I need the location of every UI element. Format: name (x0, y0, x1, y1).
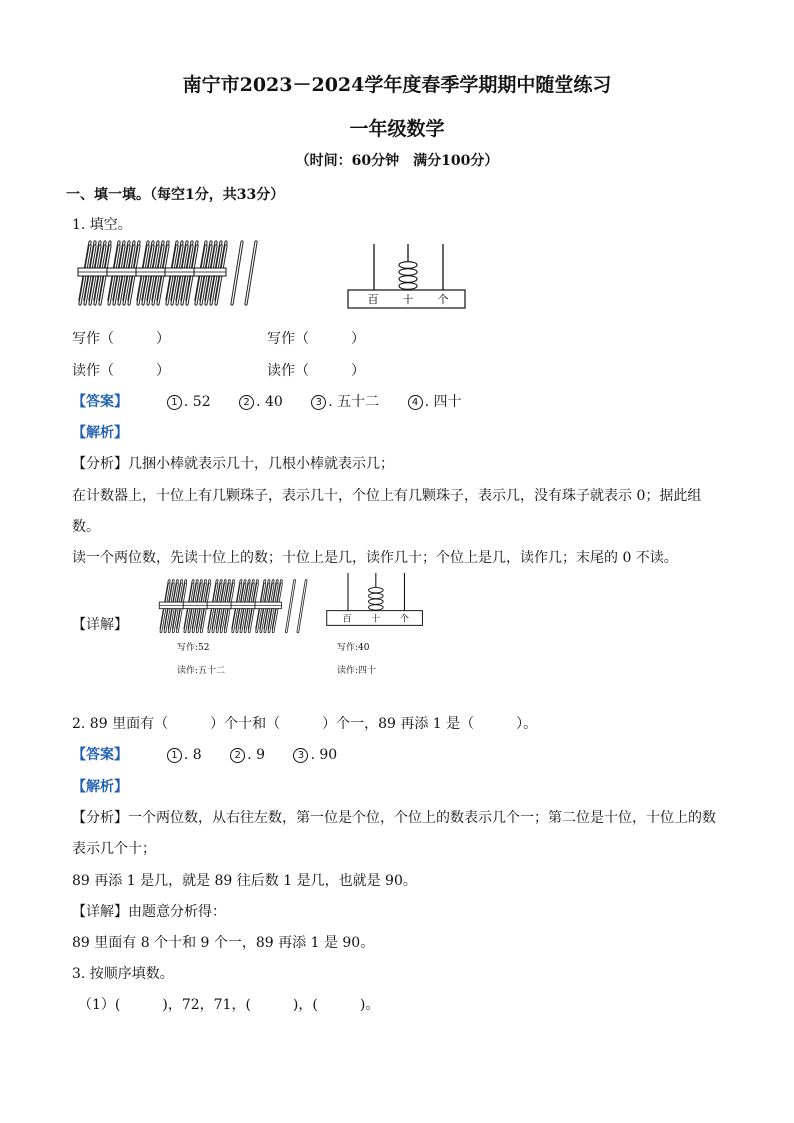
abacus-bead (399, 283, 417, 290)
answer-tag: 【答案】 (72, 747, 128, 763)
analysis-text: 数。 (72, 519, 100, 535)
detail-write-left: 写作:52 (177, 643, 210, 653)
analysis-tag: 【解析】 (72, 425, 128, 441)
answer-item: 3 . 五十二 (311, 394, 379, 410)
detail-tag: 【详解】 (72, 617, 128, 633)
stick-bundle (165, 242, 197, 304)
stick-bundle (107, 242, 139, 304)
exam-info: （时间：60分钟 满分100分） (295, 153, 499, 169)
analysis-text: 【分析】一个两位数，从右往左数，第一位是个位，个位上的数表示几个一；第二位是十位，十位上的数 (72, 810, 716, 826)
q1-answer-row (72, 391, 486, 411)
abacus-detail-figure (324, 573, 426, 627)
answer-tag: 【答案】 (72, 394, 128, 410)
abacus-label-hundreds: 百 (367, 293, 379, 306)
write-blank-right[interactable]: 写作（ ） (267, 331, 365, 347)
stick-bundle (183, 581, 209, 632)
answer-item: 2 . 40 (239, 394, 283, 410)
answer-item: 1 . 52 (167, 394, 211, 410)
q2-stem: 2. 89 里面有（ ）个十和（ ）个一，89 再添 1 是（ ）。 (72, 716, 538, 732)
abacus-bead (368, 593, 383, 598)
abacus-bead (399, 269, 417, 276)
abacus-bead (368, 587, 383, 592)
stick-bundle (194, 242, 226, 304)
q2-answer-row (72, 744, 361, 764)
detail-text: 89 里面有 8 个十和 9 个一，89 再添 1 是 90。 (72, 935, 375, 951)
detail-read-left: 读作:五十二 (177, 666, 226, 676)
answer-item: 1 . 8 (167, 747, 202, 763)
stick-bundle (207, 581, 233, 632)
stick-bundle (231, 581, 257, 632)
page-title: 南宁市2023－2024学年度春季学期期中随堂练习 (182, 74, 612, 96)
analysis-text: 【分析】几捆小棒就表示几十，几根小棒就表示几； (72, 456, 394, 472)
abacus-label-hundreds: 百 (342, 614, 352, 625)
stick-bundle (255, 581, 281, 632)
section-heading: 一、填一填。（每空1分，共33分） (66, 187, 285, 203)
answer-item: 4 . 四十 (408, 394, 462, 410)
q3-part1[interactable]: （1）( )，72，71，( )，( )。 (78, 997, 380, 1013)
answer-item: 3 . 90 (293, 747, 337, 763)
analysis-text: 在计数器上，十位上有几颗珠子，表示几十，个位上有几颗珠子，表示几，没有珠子就表示 0；据此组 (72, 488, 702, 504)
answer-item: 2 . 9 (230, 747, 265, 763)
abacus-bead (368, 599, 383, 604)
analysis-text: 读一个两位数，先读十位上的数；十位上是几，读作几十；个位上是几，读作几；末尾的 0 不读。 (72, 550, 678, 566)
abacus-label-tens: 十 (371, 614, 381, 625)
abacus-label-tens: 十 (402, 293, 414, 306)
analysis-tag: 【解析】 (72, 779, 128, 795)
sticks-bundles-figure (76, 234, 266, 314)
write-blank-left[interactable]: 写作（ ） (72, 331, 170, 347)
abacus-bead (399, 262, 417, 269)
sticks-bundles-detail-figure (156, 574, 316, 640)
read-blank-left[interactable]: 读作（ ） (72, 363, 170, 379)
detail-read-right: 读作:四十 (337, 666, 377, 676)
detail-write-right: 写作:40 (337, 643, 370, 653)
stick-bundle (159, 581, 185, 632)
abacus-label-ones: 个 (437, 293, 449, 306)
abacus-figure (346, 244, 468, 310)
analysis-text: 表示几个十； (72, 841, 156, 857)
abacus-label-ones: 个 (399, 614, 409, 625)
abacus-bead (368, 605, 383, 610)
stick-bundle (136, 242, 168, 304)
stick-bundle (78, 242, 110, 304)
analysis-text: 89 再添 1 是几，就是 89 往后数 1 是几，也就是 90。 (72, 873, 417, 889)
detail-text: 【详解】由题意分析得： (72, 904, 226, 920)
q1-stem: 1. 填空。 (72, 217, 132, 233)
q3-stem: 3. 按顺序填数。 (72, 966, 174, 982)
abacus-bead (399, 276, 417, 283)
read-blank-right[interactable]: 读作（ ） (267, 363, 365, 379)
page-subtitle: 一年级数学 (349, 118, 445, 140)
